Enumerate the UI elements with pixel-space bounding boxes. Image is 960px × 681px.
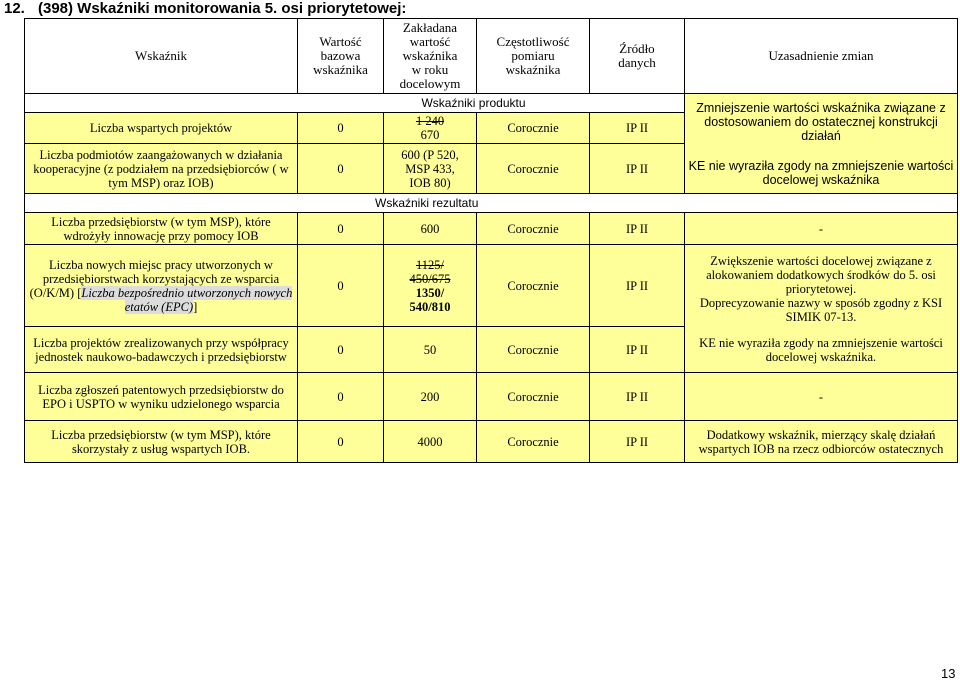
frequency: Corocznie [477, 327, 590, 373]
indicators-table [24, 18, 958, 463]
source: IP II [590, 373, 685, 421]
target-value: 4000 [384, 421, 477, 463]
base-value: 0 [298, 245, 384, 327]
header-justification: Uzasadnienie zmian [685, 19, 958, 94]
frequency: Corocznie [477, 144, 590, 194]
header-source: Źródło danych [590, 19, 685, 94]
target-value: 50 [384, 327, 477, 373]
justification-cell-r1-r2: Zmniejszenie wartości wskaźnika związane z dostosowaniem do ostatecznej konstrukcji działań KE nie wyraziła zgody na zmniejszenie wartości docelowej wskaźnika [685, 94, 958, 194]
frequency: Corocznie [477, 373, 590, 421]
frequency: Corocznie [477, 245, 590, 327]
table-row [25, 213, 958, 245]
indicator-name: Liczba nowych miejsc pracy utworzonych w przedsiębiorstwach korzystających ze wsparcia (O/K/M) [Liczba bezpośrednio utworzonych nowych etatów (EPC)] [25, 245, 298, 327]
indicator-name: Liczba projektów zrealizowanych przy współpracy jednostek naukowo-badawczych i przedsiębiorstw [25, 327, 298, 373]
indicator-name: Liczba podmiotów zaangażowanych w działania kooperacyjne (z podziałem na przedsiębiorców ( w tym MSP) oraz IOB) [25, 144, 298, 194]
section-label-product: Wskaźniki produktu [25, 94, 685, 113]
indicator-name: Liczba wspartych projektów [25, 113, 298, 144]
base-value: 0 [298, 421, 384, 463]
justification-cell-r4-r5: Zwiększenie wartości docelowej związane z alokowaniem dodatkowych środków do 5. osi priorytetowej. Doprecyzowanie nazwy w sposób zgodny z KSI SIMIK 07-13. KE nie wyraziła zgody na zmniejszenie wartości docelowej wskaźnika. [685, 245, 958, 373]
target-value: 600 [384, 213, 477, 245]
base-value: 0 [298, 213, 384, 245]
header-target-value: Zakładana wartość wskaźnika w roku docelowym [384, 19, 477, 94]
indicator-name: Liczba zgłoszeń patentowych przedsiębiorstw do EPO i USPTO w wyniku udzielonego wsparcia [25, 373, 298, 421]
page-number: 13 [941, 666, 956, 681]
target-value: 1125/ 450/675 1350/ 540/810 [384, 245, 477, 327]
source: IP II [590, 213, 685, 245]
section-row-product [25, 94, 958, 113]
source: IP II [590, 144, 685, 194]
header-base-value: Wartość bazowa wskaźnika [298, 19, 384, 94]
target-value: 1 240 670 [384, 113, 477, 144]
base-value: 0 [298, 373, 384, 421]
source: IP II [590, 245, 685, 327]
target-value: 200 [384, 373, 477, 421]
indicator-name: Liczba przedsiębiorstw (w tym MSP), które skorzystały z usług wspartych IOB. [25, 421, 298, 463]
heading-number: 12. [4, 0, 25, 17]
justification: - [685, 373, 958, 421]
justification: Dodatkowy wskaźnik, mierzący skalę działań wspartych IOB na rzecz odbiorców ostatecznych [685, 421, 958, 463]
heading-title: (398) Wskaźniki monitorowania 5. osi priorytetowej: [38, 0, 407, 17]
frequency: Corocznie [477, 421, 590, 463]
table-row [25, 373, 958, 421]
header-row [25, 19, 958, 94]
justification: - [685, 213, 958, 245]
base-value: 0 [298, 327, 384, 373]
base-value: 0 [298, 113, 384, 144]
section-label-result: Wskaźniki rezultatu [25, 194, 958, 213]
frequency: Corocznie [477, 113, 590, 144]
source: IP II [590, 113, 685, 144]
source: IP II [590, 327, 685, 373]
table-row [25, 245, 958, 327]
indicator-name: Liczba przedsiębiorstw (w tym MSP), które wdrożyły innowację przy pomocy IOB [25, 213, 298, 245]
section-heading [4, 0, 406, 17]
section-row-result [25, 194, 958, 213]
table-row [25, 421, 958, 463]
source: IP II [590, 421, 685, 463]
target-value: 600 (P 520, MSP 433, IOB 80) [384, 144, 477, 194]
header-frequency: Częstotliwość pomiaru wskaźnika [477, 19, 590, 94]
header-indicator: Wskaźnik [25, 19, 298, 94]
base-value: 0 [298, 144, 384, 194]
frequency: Corocznie [477, 213, 590, 245]
